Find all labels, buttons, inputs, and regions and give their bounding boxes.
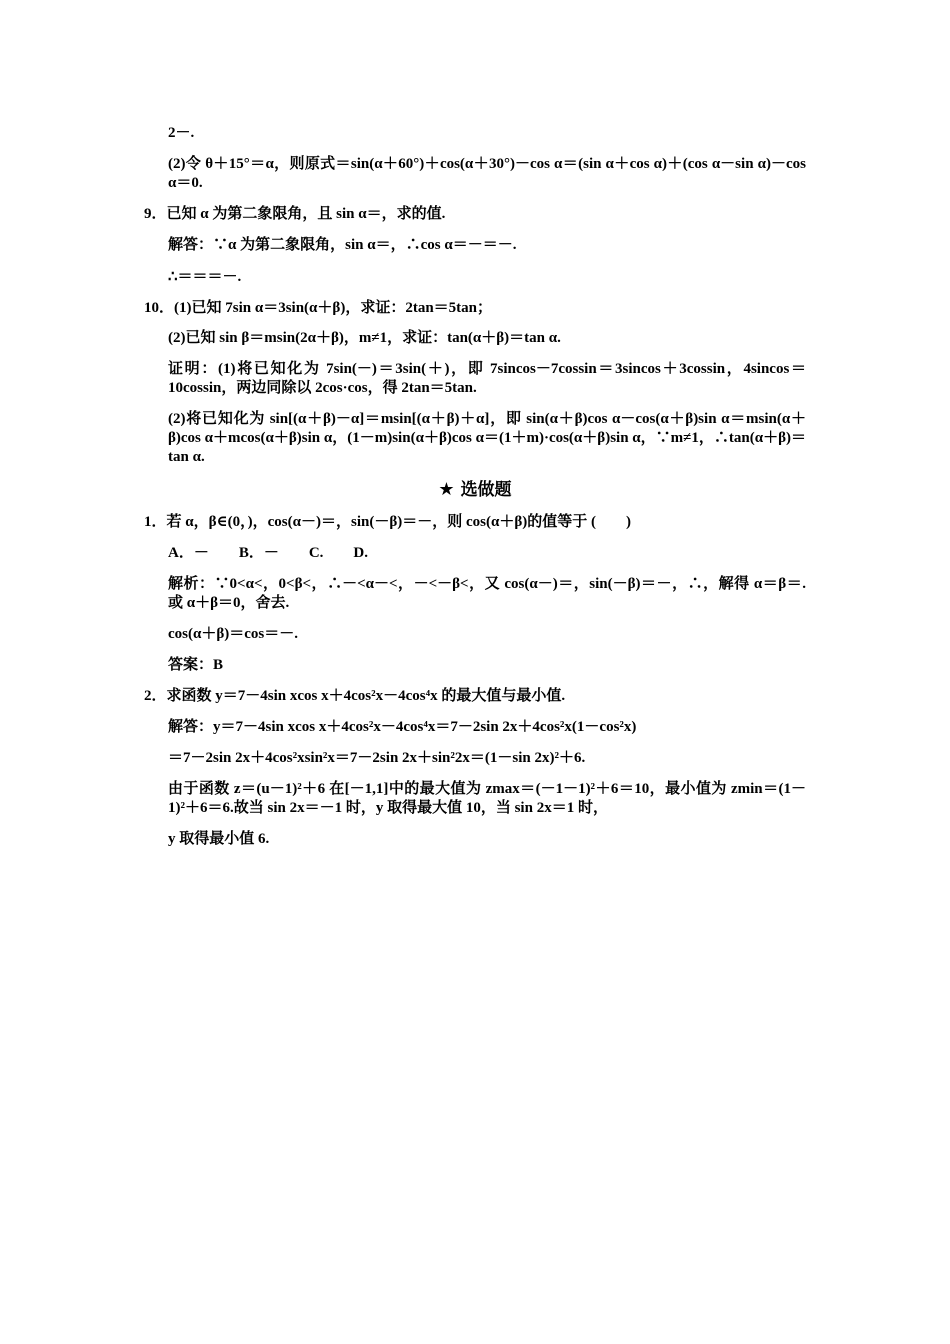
question-9: 9．已知 α 为第二象限角，且 sin α＝，求的值.	[144, 206, 446, 222]
answer-line: 解答：∵α 为第二象限角，sin α＝，∴cos α＝－＝－.	[168, 237, 517, 253]
question-10-part-2: (2)已知 sin β＝msin(2α＋β)，m≠1，求证：tan(α＋β)＝tan α.	[168, 330, 561, 346]
question-10: 10．(1)已知 7sin α＝3sin(α＋β)，求证：2tan＝5tan；	[144, 300, 492, 316]
proof-paragraph: (2)将已知化为 sin[(α＋β)－α]＝msin[(α＋β)＋α]，即 sin(α＋β)cos α－cos(α＋β)sin α＝msin(α＋β)cos α＋mcos(α＋β)sin α，(1－m)sin(α＋β)cos α＝(1＋m)·cos(α＋β)sin α，∵m≠1，∴tan(α＋β)＝tan α.	[168, 411, 806, 465]
text-line: y 取得最小值 6.	[168, 831, 270, 847]
question-2: 2．求函数 y＝7－4sin xcos x＋4cos²x－4cos⁴x 的最大值与最小值.	[144, 688, 566, 704]
question-1: 1．若 α，β∈(0，)，cos(α－)＝，sin(－β)＝－，则 cos(α＋β)的值等于 ( )	[144, 514, 631, 530]
answer-line: 解答：y＝7－4sin xcos x＋4cos²x－4cos⁴x＝7－2sin 2x＋4cos²x(1－cos²x)	[168, 719, 637, 735]
text-line: ＝7－2sin 2x＋4cos²xsin²x＝7－2sin 2x＋sin²2x＝(1－sin 2x)²＋6.	[168, 750, 586, 766]
star-icon: ★	[438, 479, 455, 500]
text-line: ∴＝＝＝－.	[168, 269, 242, 285]
text-line: 2－.	[168, 125, 195, 141]
proof-paragraph: 证明：(1)将已知化为 7sin(－)＝3sin(＋)，即 7sincos－7cossin＝3sincos＋3cossin，4sincos＝10cossin，两边同除以 2cos·cos，得 2tan＝5tan.	[168, 361, 806, 396]
answer-line: 答案：B	[168, 657, 224, 673]
section-title: 选做题	[460, 480, 512, 500]
section-heading	[0, 479, 950, 501]
solution-paragraph: 由于函数 z＝(u－1)²＋6 在[－1,1]中的最大值为 zmax＝(－1－1)²＋6＝10，最小值为 zmin＝(1－1)²＋6＝6.故当 sin 2x＝－1 时，y 取得最大值 10，当 sin 2x＝1 时，	[168, 781, 806, 816]
solution-paragraph: (2)令 θ＋15°＝α，则原式＝sin(α＋60°)＋cos(α＋30°)－cos α＝(sin α＋cos α)＋(cos α－sin α)－cos α＝0.	[168, 156, 806, 191]
choice-options: A．－ B．－ C. D.	[168, 545, 369, 561]
text-line: cos(α＋β)＝cos＝－.	[168, 626, 299, 642]
analysis-paragraph: 解析：∵0<α<，0<β<，∴－<α－<，－<－β<，又 cos(α－)＝，sin(－β)＝－，∴，解得 α＝β＝.或 α＋β＝0，舍去.	[168, 576, 806, 611]
